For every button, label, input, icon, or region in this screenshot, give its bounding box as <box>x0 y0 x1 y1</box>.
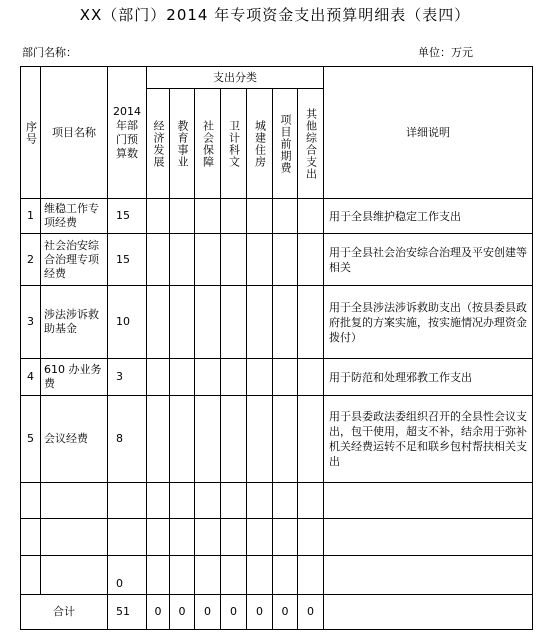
header-category-group: 支出分类 <box>147 67 324 89</box>
table-row <box>21 556 533 595</box>
row-budget: 10 <box>108 286 147 359</box>
row-index: 1 <box>21 199 41 234</box>
total-category: 0 <box>147 595 170 630</box>
header-category: 城建住房 <box>247 89 273 199</box>
table-row <box>21 483 533 519</box>
header-category: 其他综合支出 <box>298 89 324 199</box>
total-category: 0 <box>298 595 324 630</box>
table-row <box>21 286 533 359</box>
row-budget: 8 <box>108 396 147 483</box>
row-project-name: 会议经费 <box>41 396 108 483</box>
table-row <box>21 519 533 556</box>
row-project-name: 涉法涉诉救助基金 <box>41 286 108 359</box>
total-budget: 51 <box>108 595 147 630</box>
total-category: 0 <box>221 595 247 630</box>
unit-label: 单位：万元 <box>418 46 473 59</box>
total-category: 0 <box>170 595 195 630</box>
department-label: 部门名称： <box>22 46 77 59</box>
row-project-name: 维稳工作专项经费 <box>41 199 108 234</box>
row-budget: 0 <box>108 556 147 595</box>
total-label: 合计 <box>21 595 108 630</box>
row-detail: 用于全县涉法涉诉救助支出（按县委县政府批复的方案实施，按实施情况办理资金拨付） <box>324 286 533 359</box>
header-category: 教育事业 <box>170 89 195 199</box>
row-index: 3 <box>21 286 41 359</box>
row-project-name: 社会治安综合治理专项经费 <box>41 234 108 286</box>
total-category: 0 <box>247 595 273 630</box>
table-row <box>21 359 533 396</box>
header-index: 序号 <box>21 67 41 199</box>
header-category: 项目前期费 <box>273 89 298 199</box>
row-index: 4 <box>21 359 41 396</box>
table-row <box>21 199 533 234</box>
row-budget: 15 <box>108 234 147 286</box>
page-title: XX（部门）2014 年专项资金支出预算明细表（表四） <box>79 6 471 24</box>
total-category: 0 <box>273 595 298 630</box>
row-budget: 15 <box>108 199 147 234</box>
budget-table <box>20 66 533 630</box>
row-project-name: 610 办业务费 <box>41 359 108 396</box>
row-detail: 用于全县维护稳定工作支出 <box>324 199 533 234</box>
header-category: 经济发展 <box>147 89 170 199</box>
header-detail: 详细说明 <box>324 67 533 199</box>
total-row <box>21 595 533 630</box>
total-category: 0 <box>195 595 221 630</box>
header-category: 卫计科文 <box>221 89 247 199</box>
header-category: 社会保障 <box>195 89 221 199</box>
row-detail: 用于全县社会治安综合治理及平安创建等相关 <box>324 234 533 286</box>
row-detail: 用于县委政法委组织召开的全县性会议支出，包干使用，超支不补，结余用于弥补机关经费运转不足和联乡包村帮扶相关支出 <box>324 396 533 483</box>
header-project-name: 项目名称 <box>41 67 108 199</box>
row-budget: 3 <box>108 359 147 396</box>
row-detail: 用于防范和处理邪教工作支出 <box>324 359 533 396</box>
row-index: 2 <box>21 234 41 286</box>
header-budget: 2014年部门预算数 <box>108 67 147 199</box>
table-row <box>21 234 533 286</box>
table-row <box>21 396 533 483</box>
row-index: 5 <box>21 396 41 483</box>
